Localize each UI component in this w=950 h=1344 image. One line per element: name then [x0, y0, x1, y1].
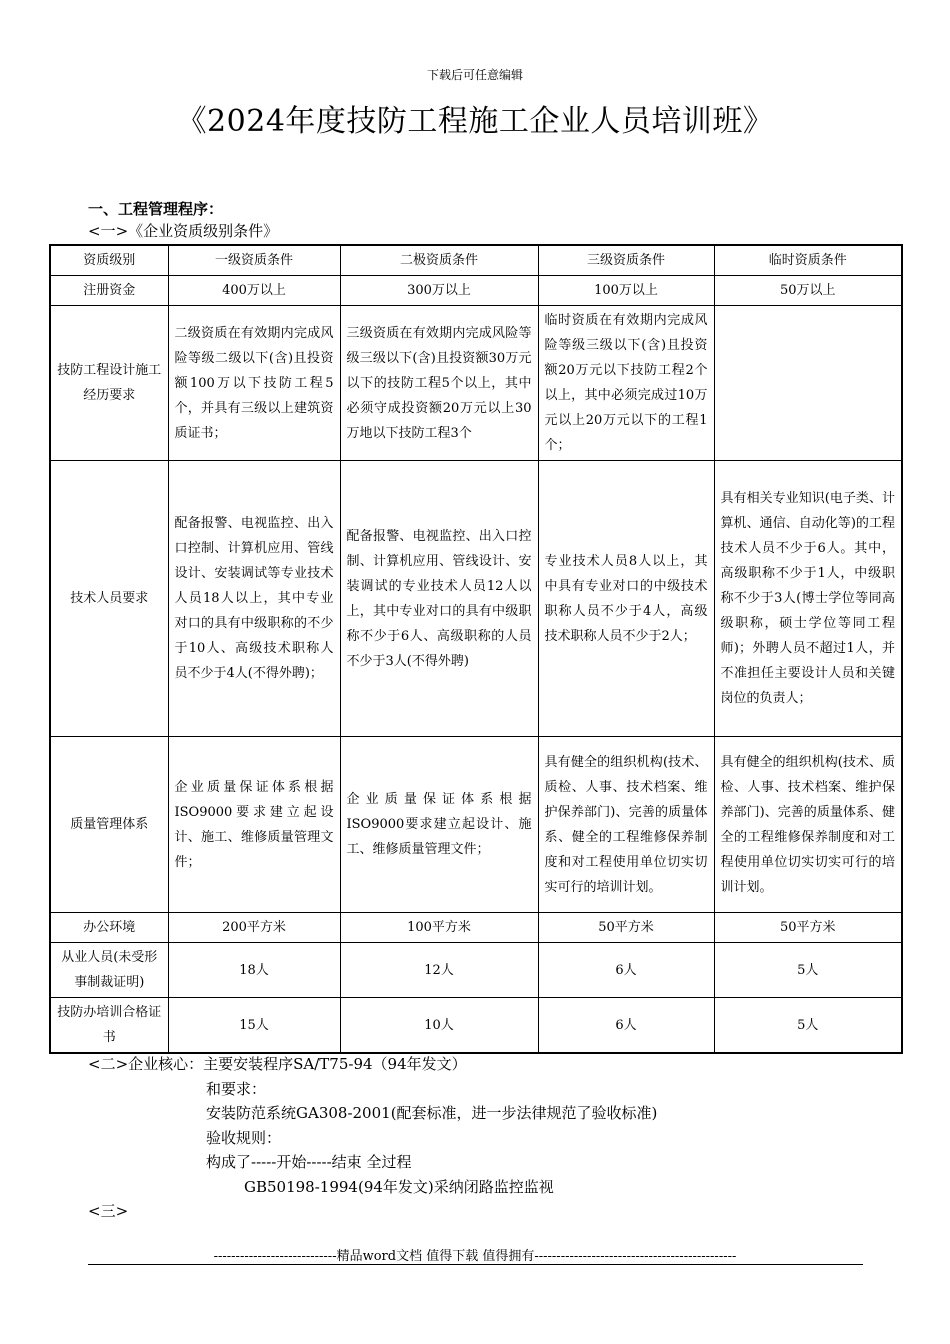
row-label: 质量管理体系 [50, 737, 168, 913]
table-cell: 15人 [168, 998, 340, 1054]
subsection-heading: <一>《企业资质级别条件》 [88, 222, 279, 240]
row-label: 从业人员(未受形事制裁证明) [50, 943, 168, 998]
header-cell: 一级资质条件 [168, 245, 340, 276]
table-row [50, 913, 902, 943]
footer-divider [88, 1264, 863, 1265]
table-cell: 5人 [714, 943, 902, 998]
table-cell: 6人 [538, 943, 714, 998]
table-cell: 配备报警、电视监控、出入口控制、计算机应用、管线设计、安装调试的专业技术人员12人以上，其中专业对口的具有中级职称不少于6人、高级职称的人员不少于3人(不得外聘) [340, 461, 538, 737]
table-cell: 专业技术人员8人以上，其中具有专业对口的中级技术职称人员不少于4人，高级技术职称人员不少于2人； [538, 461, 714, 737]
core-line: 构成了-----开始-----结束 全过程 [206, 1153, 412, 1171]
table-cell: 12人 [340, 943, 538, 998]
document-title: 《2024年度技防工程施工企业人员培训班》 [176, 104, 774, 139]
table-cell: 18人 [168, 943, 340, 998]
table-row [50, 998, 902, 1054]
row-label: 技术人员要求 [50, 461, 168, 737]
core-line: GB50198-1994(94年发文)采纳闭路监控监视 [244, 1177, 554, 1196]
row-label: 注册资金 [50, 276, 168, 306]
row-label: 办公环境 [50, 913, 168, 943]
table-row [50, 737, 902, 913]
table-cell: 200平方米 [168, 913, 340, 943]
header-cell: 资质级别 [50, 245, 168, 276]
table-cell: 企业质量保证体系根据ISO9000要求建立起设计、施工、维修质量管理文件； [340, 737, 538, 913]
core-line: 和要求： [206, 1079, 267, 1098]
core-line: 安装防范系统GA308-2001(配套标准，进一步法律规范了验收标准) [206, 1104, 658, 1122]
core-line: <二>企业核心：主要安装程序SA/T75-94（94年发文） [88, 1055, 467, 1073]
table-cell: 50平方米 [714, 913, 902, 943]
table-cell: 三级资质在有效期内完成风险等级三级以下(含)且投资额30万元以下的技防工程5个以上，其中必须守成投资额20万元以上30万地以下技防工程3个 [340, 306, 538, 461]
table-cell: 具有健全的组织机构(技术、质检、人事、技术档案、维护保养部门)、完善的质量体系、健全的工程维修保养制度和对工程使用单位切实切实可行的培训计划。 [714, 737, 902, 913]
table-cell: 100万以上 [538, 276, 714, 306]
table-cell: 具有相关专业知识(电子类、计算机、通信、自动化等)的工程技术人员不少于6人。其中，高级职称不少于1人，中级职称不少于3人(博士学位等同高级职称，硕士学位等同工程师)；外聘人员不超过1人，并不准担任主要设计人员和关键岗位的负责人； [714, 461, 902, 737]
table-row [50, 306, 902, 461]
header-cell: 三级资质条件 [538, 245, 714, 276]
table-cell [714, 306, 902, 461]
core-line: <三> [88, 1202, 129, 1220]
section-heading: 一、工程管理程序： [88, 200, 224, 218]
table-cell: 临时资质在有效期内完成风险等级三级以下(含)且投资额20万元以下技防工程2个以上，其中必须完成过10万元以上20万元以下的工程1个； [538, 306, 714, 461]
table-header-row [50, 245, 902, 276]
row-label: 技防办培训合格证书 [50, 998, 168, 1054]
core-line: 验收规则： [206, 1128, 282, 1147]
header-cell: 临时资质条件 [714, 245, 902, 276]
table-cell: 10人 [340, 998, 538, 1054]
table-cell: 300万以上 [340, 276, 538, 306]
table-cell: 6人 [538, 998, 714, 1054]
table-cell: 400万以上 [168, 276, 340, 306]
table-cell: 5人 [714, 998, 902, 1054]
row-label: 技防工程设计施工经历要求 [50, 306, 168, 461]
qualification-table [49, 244, 903, 1054]
table-cell: 企业质量保证体系根据ISO9000要求建立起设计、施工、维修质量管理文件； [168, 737, 340, 913]
header-cell: 二极资质条件 [340, 245, 538, 276]
table-cell: 50万以上 [714, 276, 902, 306]
table-cell: 100平方米 [340, 913, 538, 943]
footer-text: ----------------------------精品word文档 值得下载 值得拥有---------------------------------------------- [213, 1249, 737, 1264]
table-row [50, 276, 902, 306]
header-note: 下载后可任意编辑 [426, 68, 523, 82]
table-row [50, 943, 902, 998]
table-cell: 二级资质在有效期内完成风险等级二级以下(含)且投资额100万以下技防工程5个，并具有三级以上建筑资质证书； [168, 306, 340, 461]
table-cell: 配备报警、电视监控、出入口控制、计算机应用、管线设计、安装调试等专业技术人员18人以上，其中专业对口的具有中级职称的不少于10人、高级技术职称人员不少于4人(不得外聘)； [168, 461, 340, 737]
table-row [50, 461, 902, 737]
table-cell: 具有健全的组织机构(技术、质检、人事、技术档案、维护保养部门)、完善的质量体系、健全的工程维修保养制度和对工程使用单位切实切实可行的培训计划。 [538, 737, 714, 913]
core-section [88, 1052, 657, 1224]
table-cell: 50平方米 [538, 913, 714, 943]
